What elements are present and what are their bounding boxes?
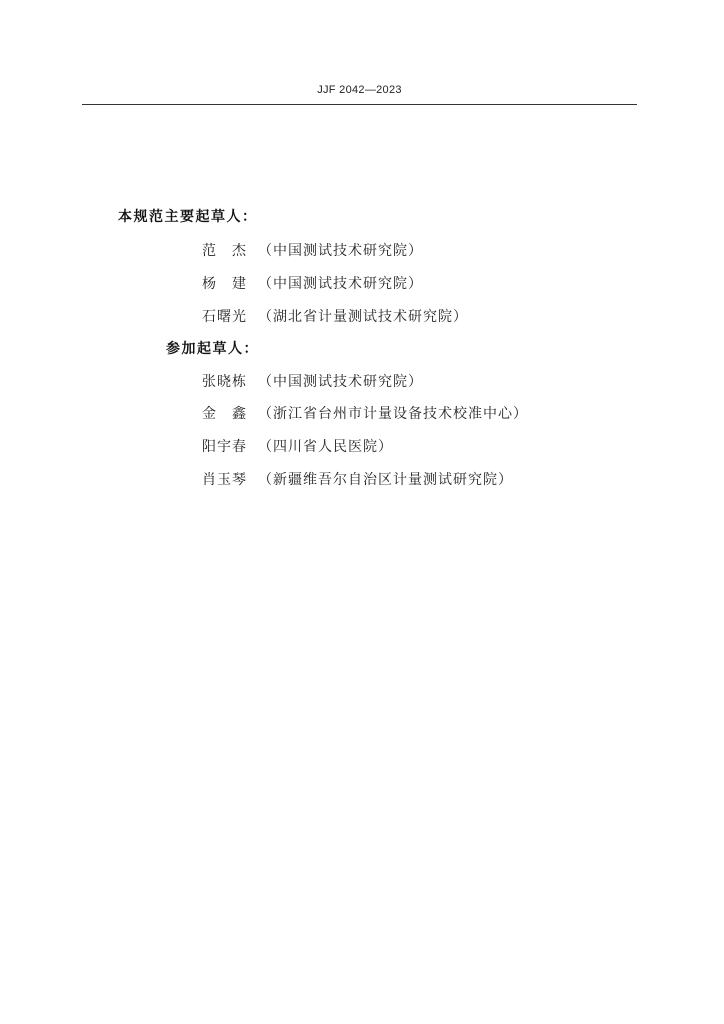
- drafter-name: 石曙光: [202, 309, 247, 325]
- drafter-org: （湖北省计量测试技术研究院）: [258, 309, 468, 325]
- drafter-org: （中国测试技术研究院）: [258, 276, 423, 292]
- header-rule: [82, 104, 637, 105]
- running-header: JJF 2042—2023: [317, 84, 402, 96]
- drafter-org: （中国测试技术研究院）: [258, 243, 423, 259]
- participating-drafter-2: [202, 403, 528, 423]
- participating-drafter-1: [202, 371, 423, 391]
- participating-drafter-4: [202, 469, 513, 489]
- participating-drafter-3: [202, 436, 393, 456]
- main-drafters-title: 本规范主要起草人：: [118, 209, 258, 225]
- main-drafter-3: [202, 306, 468, 326]
- main-drafter-2: [202, 273, 423, 293]
- drafter-name: 阳宇春: [202, 439, 247, 455]
- drafter-name: 杨 建: [202, 276, 247, 292]
- drafter-org: （浙江省台州市计量设备技术校准中心）: [258, 406, 528, 422]
- drafter-name: 肖玉琴: [202, 472, 247, 488]
- drafter-name: 范 杰: [202, 243, 247, 259]
- drafter-org: （新疆维吾尔自治区计量测试研究院）: [258, 472, 513, 488]
- drafter-name: 金 鑫: [202, 406, 247, 422]
- drafter-org: （四川省人民医院）: [258, 439, 393, 455]
- participating-drafters-title: 参加起草人：: [166, 341, 259, 357]
- drafter-org: （中国测试技术研究院）: [258, 374, 423, 390]
- drafter-name: 张晓栋: [202, 374, 247, 390]
- main-drafter-1: [202, 240, 423, 260]
